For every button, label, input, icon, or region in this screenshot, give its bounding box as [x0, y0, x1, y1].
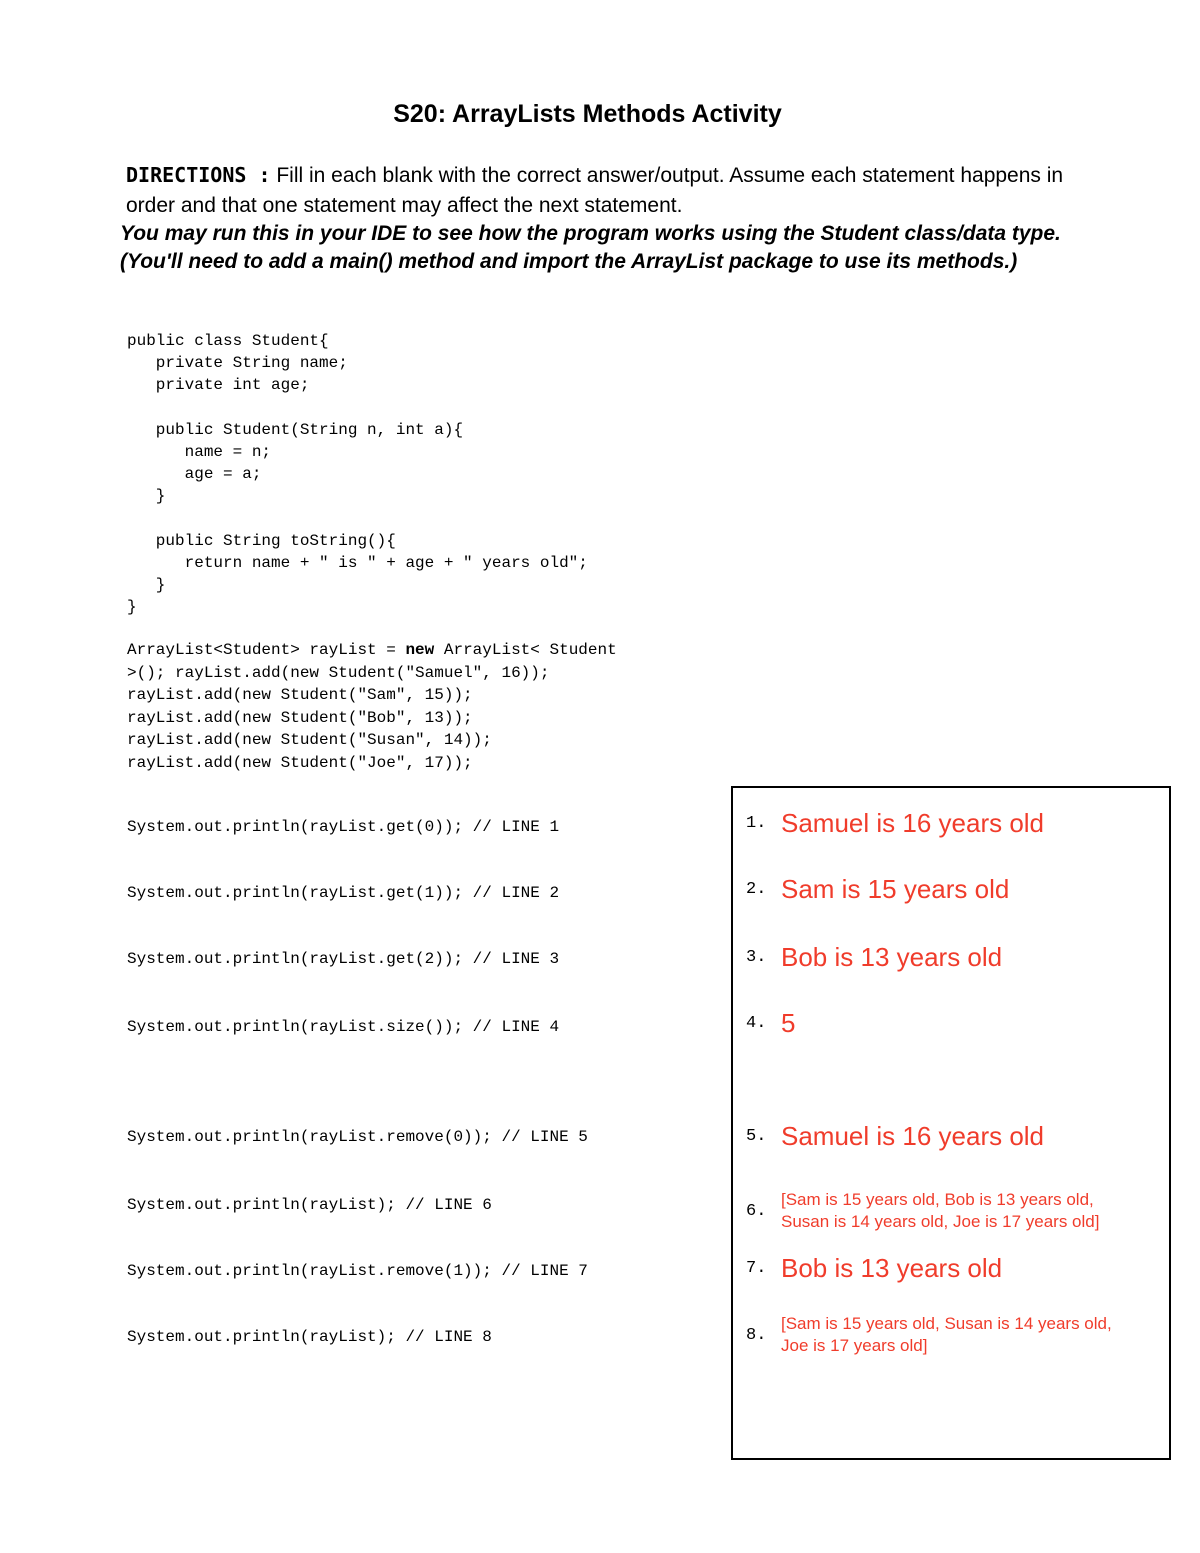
arraylist-code: [127, 639, 617, 775]
code-line: rayList.add(new Student("Joe", 17));: [127, 753, 473, 772]
directions-text: Fill in each blank with the correct answer/output. Assume each statement happens in order and that one statement may affect the next statement.: [126, 164, 1064, 217]
answer-4: [746, 1008, 795, 1039]
answer-3: [746, 942, 1002, 973]
answer-6: [746, 1189, 1141, 1233]
answer-text: 5: [781, 1008, 796, 1038]
answer-8: [746, 1313, 1126, 1357]
answer-number: 3.: [746, 948, 767, 967]
answer-number: 6.: [746, 1201, 767, 1221]
statement-line-4: System.out.println(rayList.size()); // LINE 4: [127, 1018, 560, 1036]
answer-number: 7.: [746, 1259, 767, 1278]
answer-number: 8.: [746, 1325, 767, 1345]
directions: [126, 160, 1086, 221]
statement-line-1: System.out.println(rayList.get(0)); // LINE 1: [127, 818, 560, 836]
statement-line-2: System.out.println(rayList.get(1)); // LINE 2: [127, 884, 560, 902]
code-line: >(); rayList.add(new Student("Samuel", 16));: [127, 663, 550, 682]
directions-note: You may run this in your IDE to see how the program works using the Student class/data type. (You'll need to add a main() method and import the ArrayList package to use its methods.): [120, 222, 1061, 273]
page-title: S20: ArrayLists Methods Activity: [393, 100, 782, 128]
answer-number: 2.: [746, 880, 767, 899]
answer-text: Bob is 13 years old: [781, 1253, 1003, 1283]
answer-number: 4.: [746, 1014, 767, 1033]
answer-7: [746, 1253, 1002, 1284]
answer-text: Samuel is 16 years old: [781, 1121, 1045, 1151]
answer-2: [746, 874, 1009, 905]
student-class-code: public class Student{ private String name; private int age; public Student(String n, int a){ name = n; age = a; } public String toString(){ return name + " is " + age + " years old"; } }: [127, 332, 588, 617]
statement-line-8: System.out.println(rayList); // LINE 8: [127, 1328, 492, 1346]
answer-text: [Sam is 15 years old, Bob is 13 years old, Susan is 14 years old, Joe is 17 years old]: [781, 1190, 1100, 1231]
directions-label: DIRECTIONS :: [126, 163, 271, 187]
answer-5: [746, 1121, 1044, 1152]
answer-text: [Sam is 15 years old, Susan is 14 years old, Joe is 17 years old]: [781, 1314, 1112, 1355]
code-line: rayList.add(new Student("Sam", 15));: [127, 686, 473, 705]
answer-number: 5.: [746, 1127, 767, 1146]
code-line: ArrayList<Student> rayList = new ArrayList< Student: [127, 641, 617, 659]
answer-number: 1.: [746, 814, 767, 833]
answer-text: Sam is 15 years old: [781, 874, 1010, 904]
answer-1: [746, 808, 1044, 839]
statement-line-5: System.out.println(rayList.remove(0)); // LINE 5: [127, 1128, 588, 1146]
statement-line-6: System.out.println(rayList); // LINE 6: [127, 1196, 492, 1214]
answer-text: Samuel is 16 years old: [781, 808, 1045, 838]
statement-line-7: System.out.println(rayList.remove(1)); // LINE 7: [127, 1262, 588, 1280]
code-line: rayList.add(new Student("Bob", 13));: [127, 708, 473, 727]
answer-text: Bob is 13 years old: [781, 942, 1003, 972]
statement-line-3: System.out.println(rayList.get(2)); // LINE 3: [127, 950, 560, 968]
code-line: rayList.add(new Student("Susan", 14));: [127, 731, 492, 750]
